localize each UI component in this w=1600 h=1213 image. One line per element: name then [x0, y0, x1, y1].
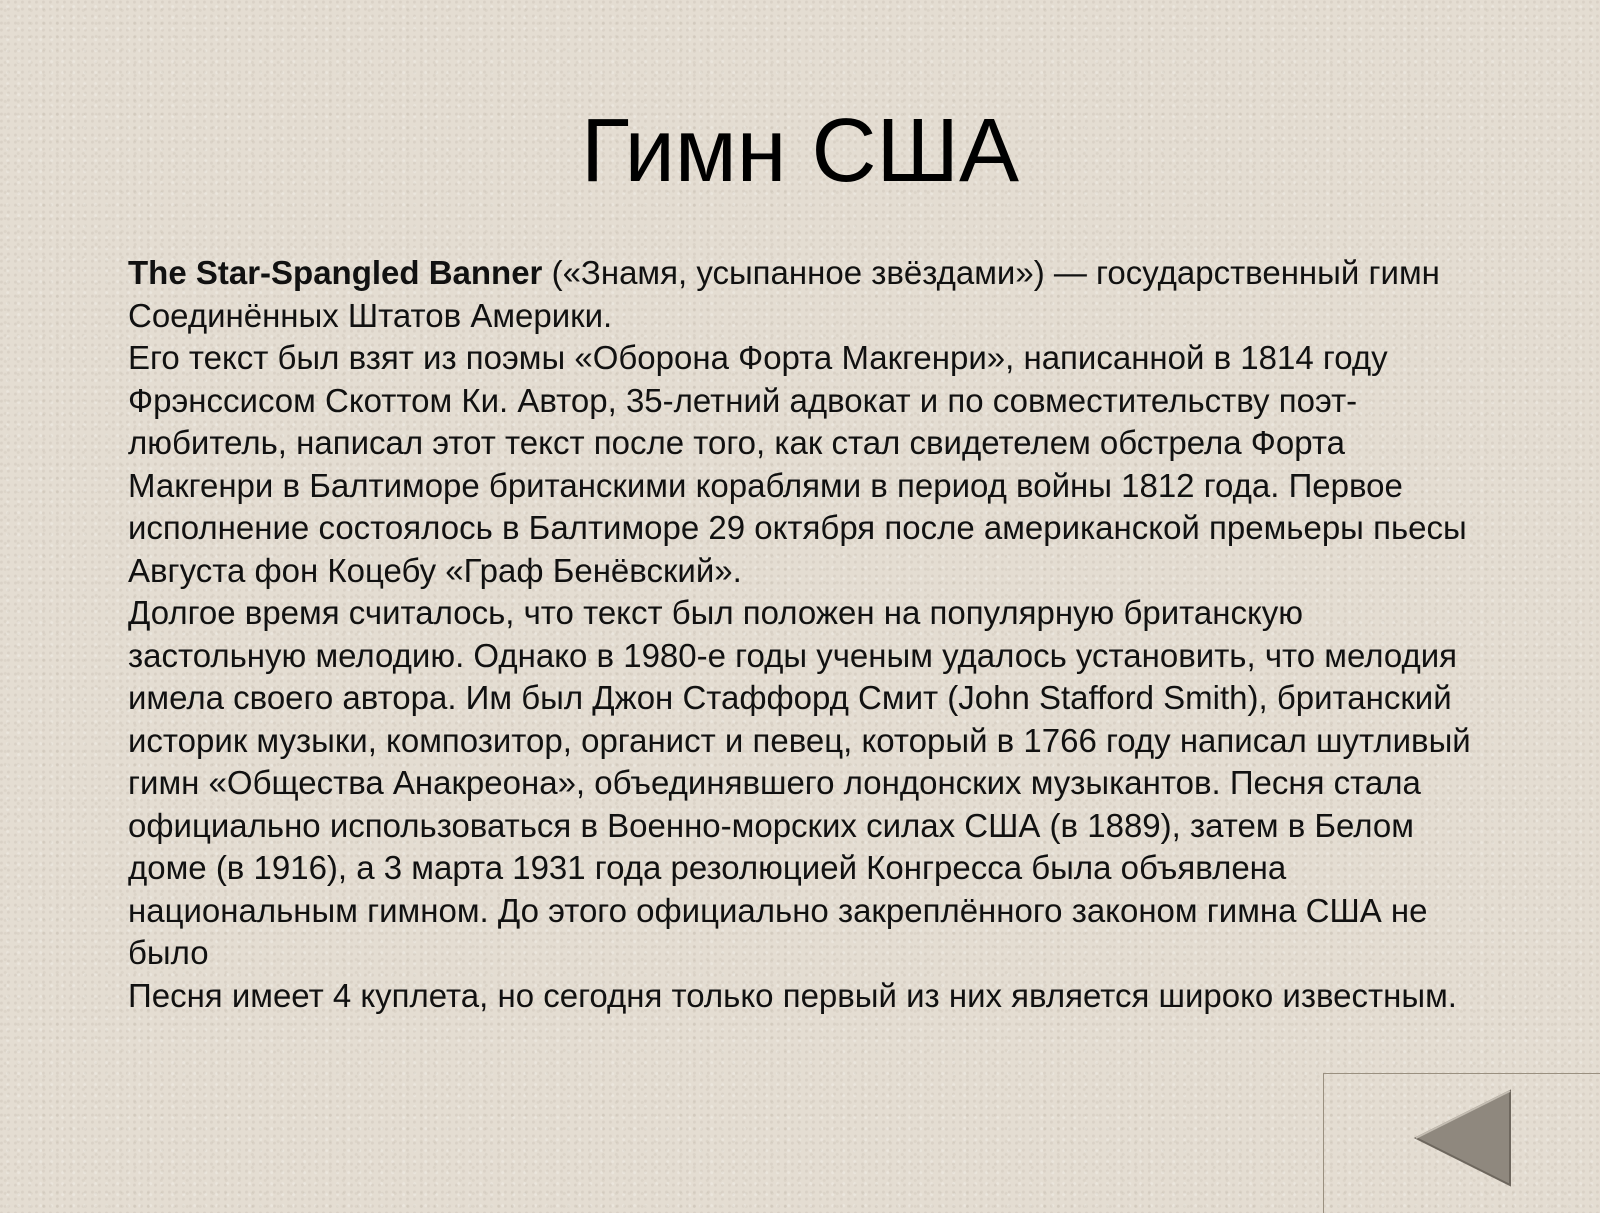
triangle-left-icon — [1410, 1088, 1515, 1188]
intro-text: («Знамя, усыпанное звёздами») — государственный гимн Соединённых Штатов Америки. — [128, 254, 1440, 334]
back-button[interactable] — [1410, 1088, 1515, 1188]
slide-title: Гимн США — [580, 101, 1020, 201]
intro-paragraph — [128, 252, 1473, 337]
anthem-name: The Star-Spangled Banner — [128, 254, 543, 291]
history-paragraph: Его текст был взят из поэмы «Оборона Форта Макгенри», написанной в 1814 году Фрэнссисом Скоттом Ки. Автор, 35-летний адвокат и по совместительству поэт-любитель, написал этот текст после того, как стал свидетелем обстрела Форта Макгенри в Балтиморе британскими кораблями в период войны 1812 года. Первое исполнение состоялось в Балтиморе 29 октября после американской премьеры пьесы Августа фон Коцебу «Граф Бенёвский». — [128, 339, 1467, 589]
slide-body — [128, 252, 1473, 1017]
melody-paragraph: Долгое время считалось, что текст был положен на популярную британскую застольную мелодию. Однако в 1980-е годы ученым удалось установить, что мелодия имела своего автора. Им был Джон Стаффорд Смит (John Stafford Smith), британский историк музыки, композитор, органист и певец, который в 1766 году написал шутливый гимн «Общества Анакреона», объединявшего лондонских музыкантов. Песня стала официально использоваться в Военно-морских силах США (в 1889), затем в Белом доме (в 1916), а 3 марта 1931 года резолюцией Конгресса была объявлена национальным гимном. До этого официально закреплённого законом гимна США не было — [128, 594, 1471, 971]
verses-paragraph: Песня имеет 4 куплета, но сегодня только первый из них является широко известным. — [128, 976, 1457, 1014]
